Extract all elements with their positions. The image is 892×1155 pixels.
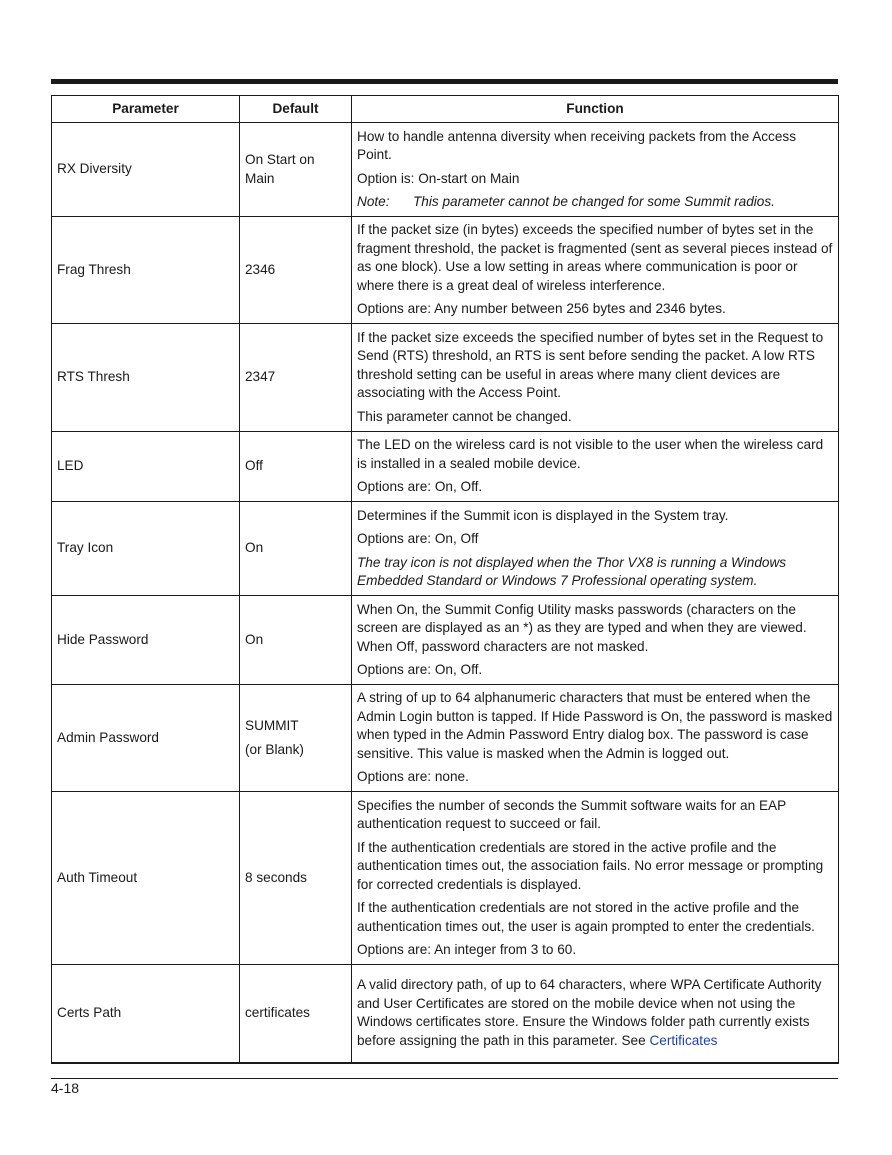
function-description <box>352 324 839 432</box>
function-paragraph: When On, the Summit Config Utility masks passwords (characters on the screen are displayed as an *) as they are typed and when they are viewed. When Off, password characters are not masked. <box>357 601 807 654</box>
function-paragraph: If the packet size (in bytes) exceeds the specified number of bytes set in the fragment threshold, the packet is fragmented (sent as several pieces instead of as one block). Use a low setting in areas where communication is poor or where there is a great deal of wireless interference. <box>357 222 833 293</box>
note-text: This parameter cannot be changed for some Summit radios. <box>413 194 775 209</box>
function-paragraph: Options are: An integer from 3 to 60. <box>357 942 577 957</box>
parameter-name: Certs Path <box>52 965 240 1063</box>
default-value: certificates <box>240 965 352 1063</box>
table-row <box>52 324 839 432</box>
column-header-default: Default <box>240 96 352 123</box>
parameter-name: LED <box>52 432 240 502</box>
column-header-parameter: Parameter <box>52 96 240 123</box>
function-description <box>352 123 839 217</box>
table-row <box>52 217 839 324</box>
certificates-link[interactable]: Certificates <box>649 1032 718 1048</box>
default-value <box>240 685 352 792</box>
function-description <box>352 792 839 965</box>
table-row <box>52 965 839 1063</box>
parameter-name: Auth Timeout <box>52 792 240 965</box>
parameter-table <box>51 95 839 1064</box>
function-paragraph: If the authentication credentials are not stored in the active profile and the authentication times out, the user is again prompted to enter the credentials. <box>357 900 815 934</box>
function-paragraph: Options are: On, Off <box>357 531 479 546</box>
column-header-function: Function <box>352 96 839 123</box>
footer-rule <box>51 1078 838 1079</box>
function-paragraph: Options are: On, Off. <box>357 479 483 495</box>
default-value: On Start on Main <box>240 123 352 217</box>
function-paragraph: Options are: On, Off. <box>357 662 483 677</box>
function-description <box>352 217 839 324</box>
table-row <box>52 792 839 965</box>
function-paragraph: The LED on the wireless card is not visible to the user when the wireless card is installed in a sealed mobile device. <box>357 437 824 471</box>
default-value: 2347 <box>240 324 352 432</box>
parameter-name: RX Diversity <box>52 123 240 217</box>
default-value: Off <box>240 432 352 502</box>
function-paragraph: How to handle antenna diversity when receiving packets from the Access Point. <box>357 128 797 162</box>
parameter-name: RTS Thresh <box>52 324 240 432</box>
function-paragraph: Options are: none. <box>357 769 469 785</box>
table-row <box>52 685 839 792</box>
table-header-row <box>52 96 839 123</box>
table-row <box>52 502 839 596</box>
default-value: 2346 <box>240 217 352 324</box>
default-value: 8 seconds <box>240 792 352 965</box>
function-paragraph: Specifies the number of seconds the Summit software waits for an EAP authentication request to succeed or fail. <box>357 797 786 831</box>
function-description <box>352 965 839 1063</box>
note-label: Note: <box>357 194 390 209</box>
function-paragraph: If the authentication credentials are stored in the active profile and the authentication times out, the association fails. No error message or prompting for corrected credentials is displayed. <box>357 839 824 892</box>
parameter-name: Admin Password <box>52 685 240 792</box>
default-value-primary: SUMMIT <box>245 718 299 733</box>
function-text: A valid directory path, of up to 64 characters, where WPA Certificate Authority and User Certificates are stored on the mobile device when not using the Windows certificates store. Ensure the Windows folder path currently exists before assigning the path in this parameter. See <box>357 977 822 1048</box>
function-paragraph: Options are: Any number between 256 bytes and 2346 bytes. <box>357 301 726 317</box>
table-row <box>52 123 839 217</box>
parameter-name: Frag Thresh <box>52 217 240 324</box>
page-number: 4-18 <box>51 1080 80 1096</box>
function-paragraph: A string of up to 64 alphanumeric characters that must be entered when the Admin Login button is tapped. If Hide Password is On, the password is masked when typed in the Admin Password Entry dialog box. The password is case sensitive. This value is masked when the Admin is logged out. <box>357 690 833 761</box>
table-row <box>52 596 839 685</box>
function-paragraph: Determines if the Summit icon is displayed in the System tray. <box>357 507 729 523</box>
default-value-secondary: (or Blank) <box>245 741 304 757</box>
default-value: On <box>240 596 352 685</box>
parameter-name: Tray Icon <box>52 502 240 596</box>
default-value: On <box>240 502 352 596</box>
function-paragraph: This parameter cannot be changed. <box>357 408 572 424</box>
table-row <box>52 432 839 502</box>
function-description <box>352 596 839 685</box>
note <box>357 193 833 212</box>
italic-note: The tray icon is not displayed when the Thor VX8 is running a Windows Embedded Standard or Windows 7 Professional operating system. <box>357 554 787 588</box>
function-paragraph: If the packet size exceeds the specified number of bytes set in the Request to Send (RTS) threshold, an RTS is sent before sending the packet. A low RTS threshold setting can be useful in areas where many client devices are associating with the Access Point. <box>357 329 824 401</box>
function-paragraph <box>357 976 833 1050</box>
function-paragraph: Option is: On-start on Main <box>357 170 520 186</box>
function-description <box>352 432 839 502</box>
parameter-name: Hide Password <box>52 596 240 685</box>
function-description <box>352 502 839 596</box>
header-rule <box>51 79 838 84</box>
function-description <box>352 685 839 792</box>
